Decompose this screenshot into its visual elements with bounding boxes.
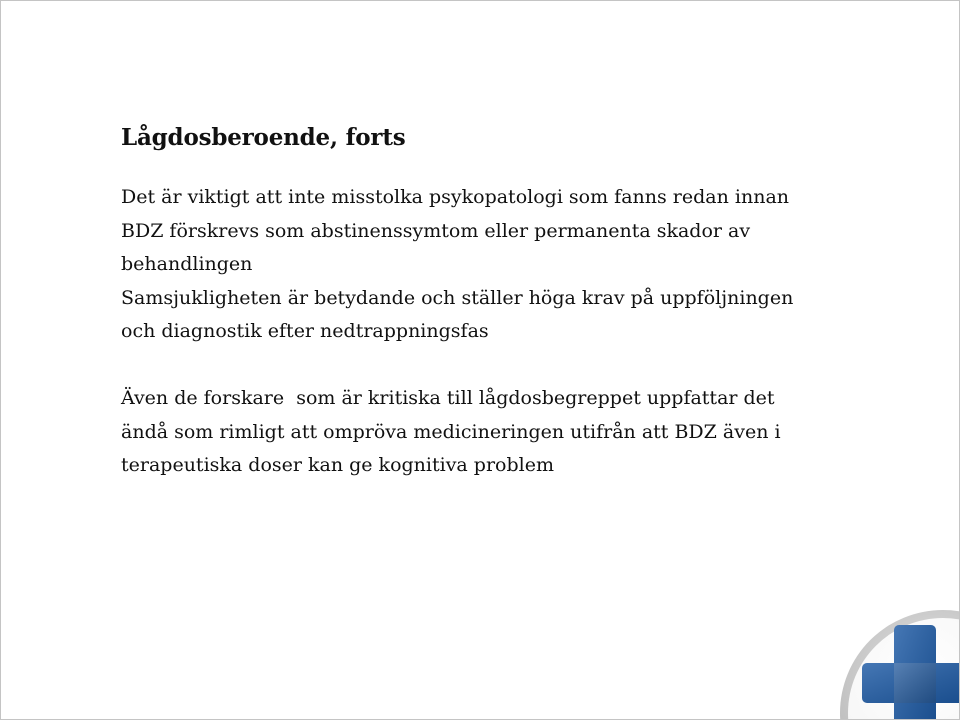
text-line: och diagnostik efter nedtrappningsfas	[121, 320, 489, 342]
blue-cross-badge-icon	[821, 591, 960, 720]
paragraph-comorbidity	[121, 282, 941, 349]
text-line: Det är viktigt att inte misstolka psykopatologi som fanns redan innan	[121, 186, 790, 208]
slide-body	[121, 181, 941, 483]
paragraph-researchers	[121, 382, 941, 483]
text-line: behandlingen	[121, 253, 253, 275]
text-line: BDZ förskrevs som abstinenssymtom eller permanenta skador av	[121, 219, 751, 242]
text-line: Även de forskare som är kritiska till lågdosbegreppet uppfattar det	[121, 387, 775, 409]
slide-title: Lågdosberoende, forts	[121, 124, 406, 151]
text-line: Samsjukligheten är betydande och ställer höga krav på uppföljningen	[121, 286, 794, 309]
paragraph-misinterpretation	[121, 181, 941, 282]
text-line: ändå som rimligt att ompröva medicineringen utifrån att BDZ även i	[121, 420, 781, 443]
text-line: terapeutiska doser kan ge kognitiva problem	[121, 454, 554, 476]
